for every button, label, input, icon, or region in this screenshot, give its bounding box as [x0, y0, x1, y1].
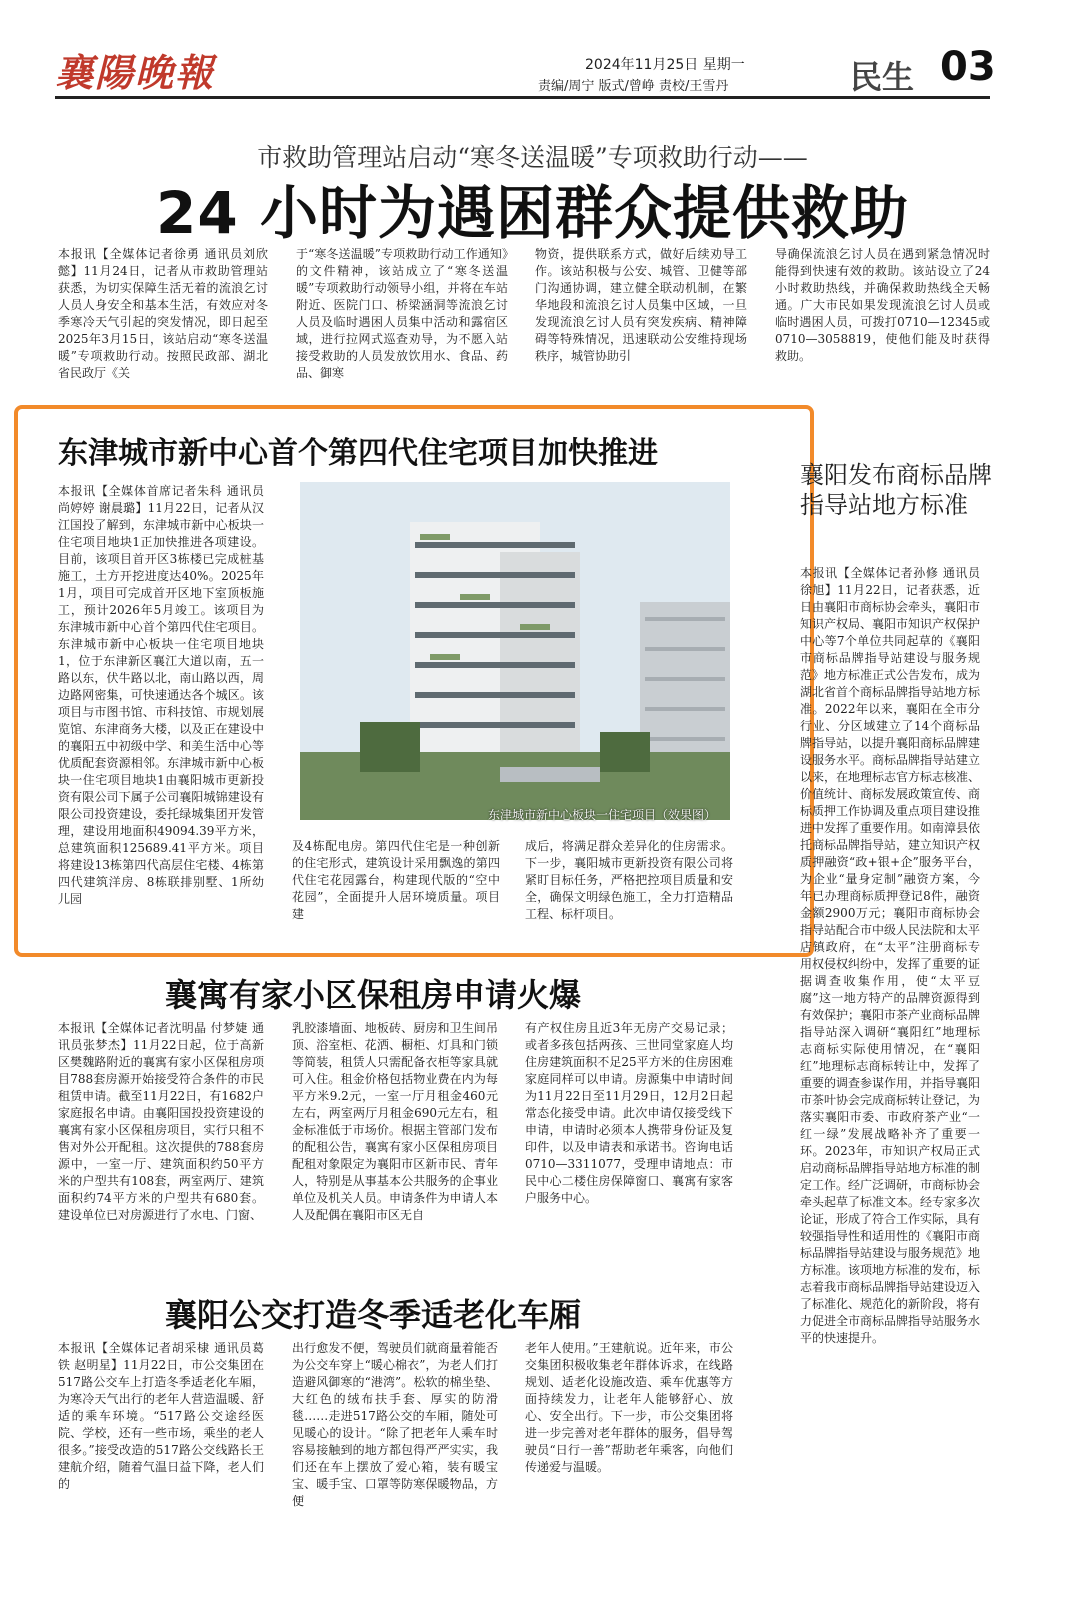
section-name: 民生 — [850, 58, 915, 96]
side-headline: 襄阳发布商标品牌指导站地方标准 — [800, 461, 992, 519]
rental-column-1: 本报讯【全媒体记者沈明晶 付梦婕 通讯员张梦杰】11月22日起，位于高新区樊魏路附近的襄寓有家小区保租房项目788套房源开始接受符合条件的市民租赁申请。截至11月22日，有1682户家庭报名申请。由襄阳国投投资建设的襄寓有家小区保租房项目，实行只租不售对外公开配租。这次提供的788套房源中，一室一厅、建筑面积约50平方米的户型共有108套，两室两厅、建筑面积约74平方米的户型共有680套。建设单位已对房源进行了水电、门窗、 — [58, 1021, 264, 1222]
feature-column-2: 及4栋配电房。第四代住宅是一种创新的住宅形式，建筑设计采用飘逸的第四代住宅花园露台，构建现代版的“空中花园”，全面提升人居环境质量。项目建 — [292, 839, 500, 921]
issue-date: 2024年11月25日 星期一 — [585, 57, 745, 73]
lead-headline: 24 小时为遇困群众提供救助 — [156, 179, 909, 247]
rental-column-3: 有产权住房且近3年无房产交易记录；或者多孩包括两孩、三世同堂家庭人均住房建筑面积不足25平方米的住房困难家庭同样可以申请。房源集中申请时间为11月22日至11月29日，12月2日起常态化接受申请。此次申请仅接受线下申请，申请时必须本人携带身份证及复印件，以及申请表和承诺书。咨询电话0710—3311077，受理申请地点：市民中心二楼住房保障窗口、襄寓有家客户服务中心。 — [525, 1021, 733, 1205]
editors-credit: 责编/周宁 版式/曾峥 责校/王雪丹 — [538, 79, 729, 94]
bus-column-1: 本报讯【全媒体记者胡采棣 通讯员葛铁 赵明星】11月22日，市公交集团在517路公交车上打造冬季适老化车厢，为寒冷天气出行的老年人营造温暖、舒适的乘车环境。“517路公交途经医院、学校，还有一些市场，乘坐的老人很多。”接受改造的517路公交线路长王建航介绍，随着气温日益下降，老人们的 — [58, 1341, 264, 1491]
lead-column-3: 物资，提供联系方式，做好后续劝导工作。该站积极与公安、城管、卫健等部门沟通协调，建立健全联动机制，在繁华地段和流浪乞讨人员集中区域，一旦发现流浪乞讨人员有突发疾病、精神障碍等特殊情况，迅速联动公安维持现场秩序，城管协助引 — [535, 247, 747, 363]
building-rendering-image — [300, 482, 730, 820]
building-illustration — [300, 482, 730, 820]
photo-caption: 东津城市新中心板块一住宅项目（效果图） — [488, 808, 717, 822]
lead-column-4: 导确保流浪乞讨人员在遇到紧急情况时能得到快速有效的救助。该站设立了24小时救助热线，并确保救助热线全天畅通。广大市民如果发现流浪乞讨人员或临时遇困人员，可拨打0710—12345或0710—3058819，使他们能及时获得救助。 — [775, 247, 990, 363]
bus-column-3: 老年人使用。”王建航说。近年来，市公交集团积极收集老年群体诉求，在线路规划、适老化设施改造、乘车优惠等方面持续发力，让老年人能够舒心、放心、安全出行。下一步，市公交集团将进一步完善对老年群体的服务，倡导驾驶员“日行一善”帮助老年乘客，向他们传递爱与温暖。 — [525, 1341, 733, 1474]
feature-column-1: 本报讯【全媒体首席记者朱科 通讯员尚婷婷 谢晨璐】11月22日，记者从汉江国投了解到，东津城市新中心板块一住宅项目地块1正加快推进各项建设。目前，该项目首开区3栋楼已完成桩基施工，土方开挖进度达40%。2025年1月，项目可完成首开区地下室顶板施工，预计2026年5月竣工。该项目为东津城市新中心首个第四代住宅项目。东津城市新中心板块一住宅项目地块1，位于东津新区襄江大道以南，五一路以东，伏牛路以北，南山路以西，周边路网密集，可快速通达各个城区。该项目与市图书馆、市科技馆、市规划展览馆、东津商务大楼，以及正在建设中的襄阳五中初级中学、和美生活中心等优质配套资源相邻。东津城市新中心板块一住宅项目地块1由襄阳城市更新投资有限公司下属子公司襄阳城锦建设有限公司投资建设，委托绿城集团开发管理，建设用地面积49094.39平方米，总建筑面积125689.41平方米。项目将建设13栋第四代高层住宅楼、4栋第四代建筑洋房、8栋联排别墅、1所幼儿园 — [58, 484, 264, 906]
rental-column-2: 乳胶漆墙面、地板砖、厨房和卫生间吊顶、浴室柜、花洒、橱柜、灯具和门锁等简装，租赁人只需配备衣柜等家具就可入住。租金价格包括物业费在内为每平方米9.2元，一室一厅月租金460元左右，两室两厅月租金690元左右，租金标准低于市场价。根据主管部门发布的配租公告，襄寓有家小区保租房项目配租对象限定为襄阳市区新市民、青年人，特别是从事基本公共服务的企事业单位及机关人员。申请条件为申请人本人及配偶在襄阳市区无自 — [292, 1021, 498, 1222]
masthead-rule — [55, 96, 990, 99]
lead-kicker: 市救助管理站启动“寒冬送温暖”专项救助行动—— — [257, 143, 808, 172]
feature-column-3: 成后，将满足群众差异化的住房需求。下一步，襄阳城市更新投资有限公司将紧盯目标任务，严格把控项目质量和安全，确保文明绿色施工，全力打造精品工程、标杆项目。 — [525, 839, 733, 921]
bus-headline: 襄阳公交打造冬季适老化车厢 — [165, 1296, 582, 1334]
lead-column-2: 于“寒冬送温暖”专项救助行动工作通知》的文件精神，该站成立了“寒冬送温暖”专项救助行动领导小组，并将在车站附近、医院门口、桥梁涵洞等流浪乞讨人员及临时遇困人员集中活动和露宿区域，进行拉网式巡查劝导，为不愿入站接受救助的人员发放饮用水、食品、药品、御寒 — [296, 247, 508, 380]
lead-column-1: 本报讯【全媒体记者徐勇 通讯员刘欣懿】11月24日，记者从市救助管理站获悉，为切实保障生活无着的流浪乞讨人员人身安全和基本生活，有效应对冬季寒冷天气引起的突发情况，即日起至2025年3月15日，该站启动“寒冬送温暖”专项救助行动。按照民政部、湖北省民政厅《关 — [58, 247, 268, 380]
page-number: 03 — [940, 44, 996, 90]
bus-column-2: 出行愈发不便，驾驶员们就商量着能否为公交车穿上“暖心棉衣”，为老人们打造避风御寒的“港湾”。松软的棉坐垫、大红色的绒布扶手套、厚实的防滑毯……走进517路公交的车厢，随处可见暖心的设计。“除了把老年人乘车时容易接触到的地方都包得严严实实，我们还在车上摆放了爱心箱，装有暖宝宝、暖手宝、口罩等防寒保暖物品，方便 — [292, 1341, 498, 1508]
rental-headline: 襄寓有家小区保租房申请火爆 — [165, 976, 582, 1014]
newspaper-logo: 襄陽晚報 — [55, 50, 216, 95]
feature-headline: 东津城市新中心首个第四代住宅项目加快推进 — [58, 436, 658, 471]
side-column: 本报讯【全媒体记者孙修 通讯员徐旭】11月22日，记者获悉，近日由襄阳市商标协会牵头，襄阳市知识产权局、襄阳市知识产权保护中心等7个单位共同起草的《襄阳市商标品牌指导站建设与服务规范》地方标准正式公告发布，成为湖北省首个商标品牌指导站地方标准。2022年以来，襄阳在全市分行业、分区域建立了14个商标品牌指导站，以提升襄阳商标品牌建设服务水平。商标品牌指导站建立以来，在地理标志官方标志核准、价值统计、商标发展政策宣传、商标质押工作协调及重点项目建设推进中发挥了重要作用。如南漳县依托商标品牌指导站，建立知识产权质押融资“政+银+企”服务平台，为企业“量身定制”融资方案，今年已办理商标质押登记8件，融资金额2900万元；襄阳市商标协会指导站配合市中级人民法院和太平店镇政府，在“太平”注册商标专用权侵权纠纷中，发挥了重要的证据调查收集作用，使“太平豆腐”这一地方特产的品牌资源得到有效保护；襄阳市茶产业商标品牌指导站深入调研“襄阳红”地理标志商标实际使用情况，在“襄阳红”地理标志商标转让中，发挥了重要的调查参谋作用，并指导襄阳市茶叶协会完成商标转让登记，为落实襄阳市委、市政府茶产业“一红一绿”发展战略补齐了重要一环。2023年，市知识产权局正式启动商标品牌指导站地方标准的制定工作。经广泛调研，市商标协会牵头起草了标准文本。经专家多次论证，形成了符合工作实际，具有较强指导性和适用性的《襄阳市商标品牌指导站建设与服务规范》地方标准。该项地方标准的发布，标志着我市商标品牌指导站建设迈入了标准化、规范化的新阶段，将有力促进全市商标品牌指导站服务水平的快速提升。 — [800, 566, 980, 1345]
